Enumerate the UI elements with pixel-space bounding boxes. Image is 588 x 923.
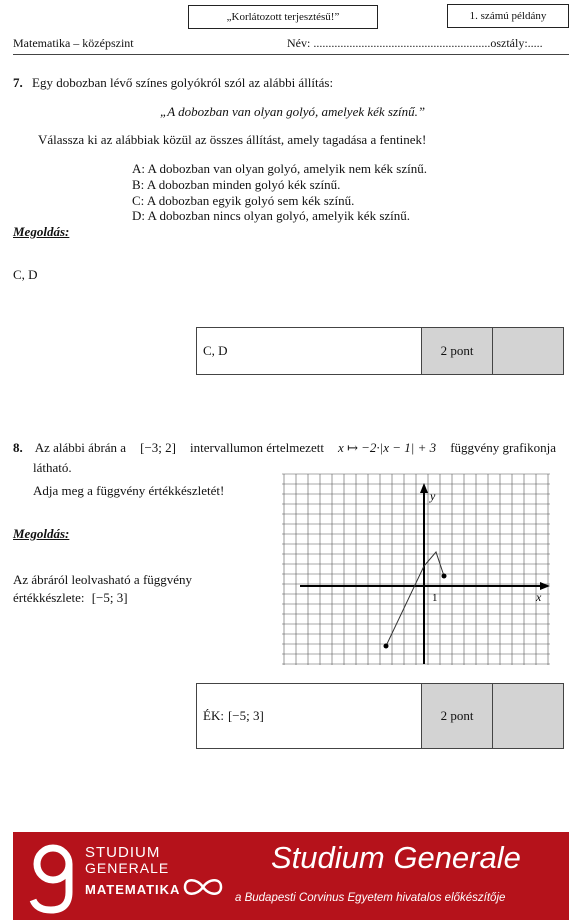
q7-solution-label: Megoldás: bbox=[13, 224, 70, 239]
q7-number: 7. bbox=[13, 75, 23, 90]
q7-intro-text: Egy dobozban lévő színes golyókról szól az alábbi állítás: bbox=[32, 75, 334, 90]
studium-generale-logo-icon bbox=[25, 840, 85, 916]
q7-table-answer: C, D bbox=[197, 328, 422, 374]
q8-interval: [−3; 2] bbox=[140, 440, 176, 455]
q8-table-answer-label: ÉK: bbox=[203, 708, 224, 723]
q8-solution-line1 bbox=[13, 572, 265, 588]
q8-line1-b: intervallumon értelmezett bbox=[190, 440, 324, 455]
q7-task: Válassza ki az alábbiak közül az összes állítást, amely tagadása a fentinek! bbox=[38, 132, 427, 147]
banner-subtitle: a Budapesti Corvinus Egyetem hivatalos előkészítője bbox=[235, 892, 506, 904]
q8-score-table bbox=[196, 683, 564, 749]
x-axis-arrow bbox=[540, 582, 550, 590]
q8-line2: látható. bbox=[33, 460, 72, 475]
q8-solution-range-label: értékkészlete: bbox=[13, 590, 85, 605]
q8-solution-range: [−5; 3] bbox=[91, 590, 128, 605]
q7-option-d: D: A dobozban nincs olyan golyó, amelyik kék színű. bbox=[132, 208, 411, 223]
tick-label-1: 1 bbox=[432, 592, 438, 604]
q7-intro bbox=[13, 75, 333, 91]
q8-line1 bbox=[13, 440, 556, 456]
function-graph bbox=[282, 470, 554, 668]
y-axis-label: y bbox=[430, 489, 436, 503]
restricted-tag: „Korlátozott terjesztésű!” bbox=[188, 5, 378, 29]
q8-table-answer bbox=[197, 684, 422, 748]
name-field: Név: ...........................................................osztály:..... bbox=[287, 36, 543, 50]
logo-line-2: GENERALE bbox=[85, 860, 170, 876]
q7-option-a: A: A dobozban van olyan golyó, amelyik nem kék színű. bbox=[132, 161, 427, 176]
infinity-icon bbox=[181, 876, 225, 898]
q8-table-points: 2 pont bbox=[422, 684, 493, 748]
q8-line3: Adja meg a függvény értékkészletét! bbox=[33, 483, 225, 498]
q8-line1-a: Az alábbi ábrán a bbox=[34, 440, 127, 455]
footer-banner bbox=[13, 832, 569, 920]
header-divider bbox=[13, 54, 569, 55]
q7-statement: „A dobozban van olyan golyó, amelyek kék színű.” bbox=[160, 104, 426, 119]
banner-title: Studium Generale bbox=[271, 840, 521, 875]
endpoint-left bbox=[384, 644, 389, 649]
q7-table-score-cell bbox=[493, 328, 563, 374]
q8-table-score-cell bbox=[493, 684, 563, 748]
logo-line-1: STUDIUM bbox=[85, 844, 161, 861]
q8-number: 8. bbox=[13, 440, 23, 455]
copy-number: 1. számú példány bbox=[447, 4, 569, 28]
q7-option-b: B: A dobozban minden golyó kék színű. bbox=[132, 177, 341, 192]
endpoint-right bbox=[442, 574, 447, 579]
q8-table-answer-range: [−5; 3] bbox=[227, 708, 264, 723]
q8-solution-line2 bbox=[13, 590, 128, 606]
x-axis-label: x bbox=[536, 590, 542, 604]
q7-option-c: C: A dobozban egyik golyó sem kék színű. bbox=[132, 193, 355, 208]
q8-function: x ↦ −2·|x − 1| + 3 bbox=[337, 440, 437, 455]
y-axis-arrow bbox=[420, 483, 428, 493]
q7-score-table bbox=[196, 327, 564, 375]
q7-solution-text: C, D bbox=[13, 267, 38, 282]
q8-solution-line1-text: Az ábráról leolvasható a függvény bbox=[13, 572, 193, 587]
q8-solution-label: Megoldás: bbox=[13, 526, 70, 541]
q8-line1-c: függvény grafikonja bbox=[450, 440, 556, 455]
subject-label: Matematika – középszint bbox=[13, 36, 134, 50]
q7-table-points: 2 pont bbox=[422, 328, 493, 374]
logo-line-3: MATEMATIKA bbox=[85, 882, 181, 897]
graph-grid bbox=[282, 474, 550, 665]
q8-line1-start bbox=[13, 440, 126, 456]
